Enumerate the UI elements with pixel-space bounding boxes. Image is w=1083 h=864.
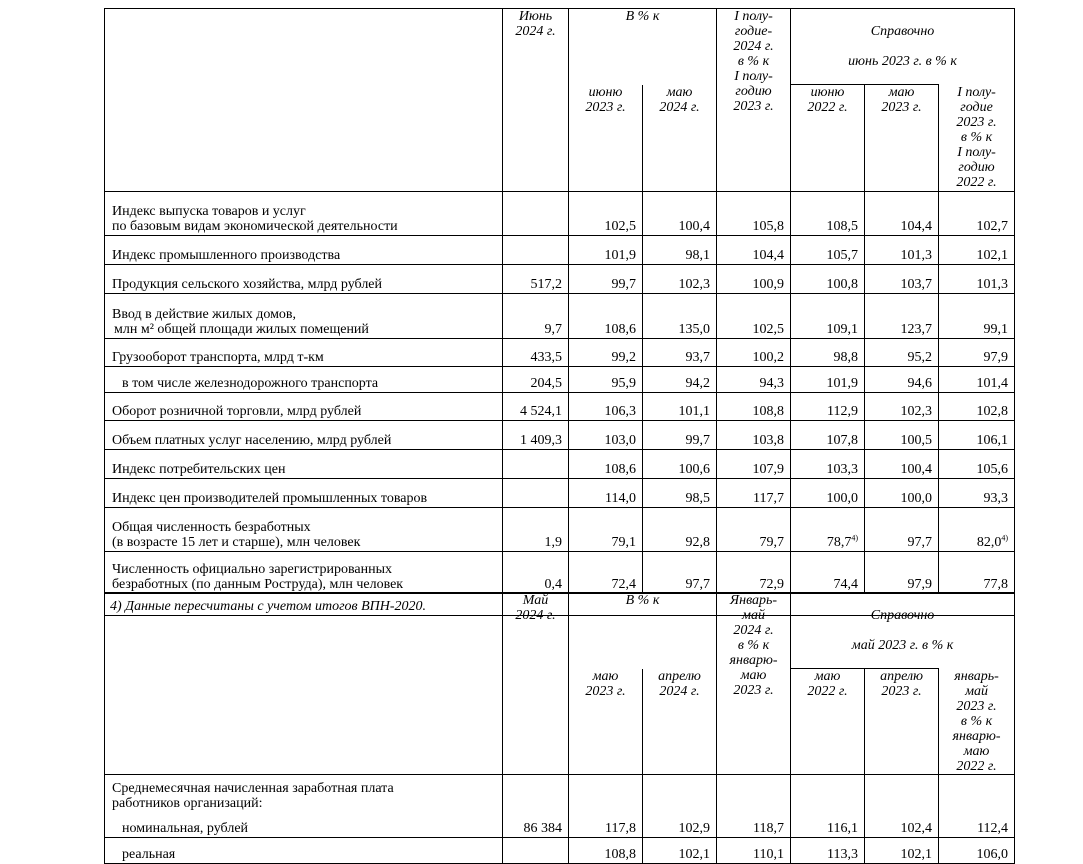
- table-row: [105, 479, 1015, 508]
- cell-value: 100,0: [865, 479, 939, 508]
- row-label: Индекс цен производителей промышленных товаров: [105, 479, 503, 508]
- cell-value: [503, 450, 569, 479]
- cell-value: 77,8: [939, 552, 1015, 594]
- row-label: Грузооборот транспорта, млрд т-км: [105, 339, 503, 367]
- table-row: [105, 552, 1015, 594]
- cell-value: [643, 774, 717, 812]
- cell-value: 105,7: [791, 236, 865, 265]
- cell-value: 110,1: [717, 837, 791, 863]
- cell-value: 100,9: [717, 265, 791, 294]
- table-row: [105, 265, 1015, 294]
- cell-value: 103,7: [865, 265, 939, 294]
- cell-value: 97,9: [939, 339, 1015, 367]
- cell-value: 517,2: [503, 265, 569, 294]
- header-ref-ytd: январь- май 2023 г. в % к январю- маю 2022 г.: [939, 669, 1015, 775]
- cell-value: 101,3: [939, 265, 1015, 294]
- cell-value: 74,4: [791, 552, 865, 594]
- header-prev-month: апрелю 2024 г.: [643, 669, 717, 775]
- row-label: Объем платных услуг населению, млрд рублей: [105, 421, 503, 450]
- cell-value: 100,0: [791, 479, 865, 508]
- row-label: Индекс промышленного производства: [105, 236, 503, 265]
- cell-value: 98,8: [791, 339, 865, 367]
- cell-value: 102,3: [643, 265, 717, 294]
- cell-value: 102,5: [717, 294, 791, 339]
- header-ref-prev-year: маю 2022 г.: [791, 669, 865, 775]
- cell-value: 105,6: [939, 450, 1015, 479]
- cell-value: 101,4: [939, 367, 1015, 393]
- cell-value: 102,1: [865, 837, 939, 863]
- cell-value: [503, 236, 569, 265]
- economic-indicators-table: [104, 8, 1015, 616]
- header-reference-title: Справочно: [870, 24, 935, 39]
- table-row: [105, 236, 1015, 265]
- row-label-line2: млн м² общей площади жилых помещений: [114, 322, 369, 337]
- header-indicator-name: [105, 593, 503, 775]
- cell-value: 101,9: [569, 236, 643, 265]
- table-row: [105, 421, 1015, 450]
- row-label: [105, 294, 503, 339]
- cell-value: 79,7: [717, 508, 791, 552]
- table-row: [105, 294, 1015, 339]
- header-prev-month: маю 2024 г.: [643, 85, 717, 192]
- cell-value: 107,9: [717, 450, 791, 479]
- cell-value: 0,4: [503, 552, 569, 594]
- cell-value: 98,5: [643, 479, 717, 508]
- row-label: Оборот розничной торговли, млрд рублей: [105, 393, 503, 421]
- cell-value: 112,4: [939, 812, 1015, 837]
- header-ytd: Январь- май 2024 г. в % к январю- маю 2023 г.: [717, 593, 791, 775]
- cell-value: 94,3: [717, 367, 791, 393]
- cell-value: [503, 479, 569, 508]
- header-group-reference: [791, 9, 1015, 85]
- cell-value: 108,8: [717, 393, 791, 421]
- table-row: [105, 837, 1015, 863]
- cell-value: 97,9: [865, 552, 939, 594]
- cell-value: 104,4: [865, 192, 939, 236]
- cell-value: 100,2: [717, 339, 791, 367]
- cell-value: 106,3: [569, 393, 643, 421]
- cell-value: 100,4: [643, 192, 717, 236]
- cell-value: [503, 774, 569, 812]
- cell-value: 117,7: [717, 479, 791, 508]
- cell-value: 99,7: [643, 421, 717, 450]
- cell-value: 86 384: [503, 812, 569, 837]
- cell-value: 93,7: [643, 339, 717, 367]
- header-reference-subtitle: май 2023 г. в % к: [851, 638, 954, 653]
- cell-value: 94,6: [865, 367, 939, 393]
- cell-value: 113,3: [791, 837, 865, 863]
- table-row: [105, 450, 1015, 479]
- cell-value: 1,9: [503, 508, 569, 552]
- cell-value: 102,5: [569, 192, 643, 236]
- cell-value: [791, 774, 865, 812]
- header-current-month: Май 2024 г.: [503, 593, 569, 775]
- cell-value: 108,5: [791, 192, 865, 236]
- cell-value: 106,0: [939, 837, 1015, 863]
- cell-value: 118,7: [717, 812, 791, 837]
- row-label: реальная: [105, 837, 503, 863]
- cell-value: 100,8: [791, 265, 865, 294]
- cell-value: 100,4: [865, 450, 939, 479]
- cell-value: 123,7: [865, 294, 939, 339]
- header-ref-half-year: I полу- годие 2023 г. в % к I полу- годию 2022 г.: [939, 85, 1015, 192]
- cell-value: 72,4: [569, 552, 643, 594]
- cell-value: 99,1: [939, 294, 1015, 339]
- cell-value: [865, 774, 939, 812]
- cell-value: 9,7: [503, 294, 569, 339]
- row-label: Численность официально зарегистрированных безработных (по данным Роструда), млн человек: [105, 552, 503, 594]
- cell-value: 102,4: [865, 812, 939, 837]
- row-label: номинальная, рублей: [105, 812, 503, 837]
- cell-value: 98,1: [643, 236, 717, 265]
- cell-value: 1 409,3: [503, 421, 569, 450]
- cell-value: [503, 192, 569, 236]
- cell-value: 114,0: [569, 479, 643, 508]
- cell-value: 135,0: [643, 294, 717, 339]
- cell-value: 103,8: [717, 421, 791, 450]
- header-half-year: I полу- годие- 2024 г. в % к I полу- годию 2023 г.: [717, 9, 791, 192]
- cell-value: 103,3: [791, 450, 865, 479]
- cell-value: 101,1: [643, 393, 717, 421]
- row-label-line1: Ввод в действие жилых домов,: [112, 307, 297, 322]
- cell-value: 92,8: [643, 508, 717, 552]
- cell-value: 97,7: [643, 552, 717, 594]
- cell-value: 108,8: [569, 837, 643, 863]
- row-label: Общая численность безработных (в возрасте 15 лет и старше), млн человек: [105, 508, 503, 552]
- cell-value: 117,8: [569, 812, 643, 837]
- row-label: Индекс потребительских цен: [105, 450, 503, 479]
- cell-value: 94,2: [643, 367, 717, 393]
- header-ref-prev-year: июню 2022 г.: [791, 85, 865, 192]
- cell-value: 102,7: [939, 192, 1015, 236]
- header-prev-year-month: июню 2023 г.: [569, 85, 643, 192]
- footnote-mark: 4): [851, 533, 859, 543]
- cell-value: 97,7: [865, 508, 939, 552]
- cell-value: 104,4: [717, 236, 791, 265]
- header-reference-title: Справочно: [870, 608, 935, 623]
- cell-value: 93,3: [939, 479, 1015, 508]
- row-label: в том числе железнодорожного транспорта: [105, 367, 503, 393]
- header-ref-prev-month: маю 2023 г.: [865, 85, 939, 192]
- cell-value: 102,1: [643, 837, 717, 863]
- cell-value: 106,1: [939, 421, 1015, 450]
- header-group-reference: [791, 593, 1015, 669]
- header-group-percent: В % к: [569, 593, 717, 669]
- cell-value: 99,2: [569, 339, 643, 367]
- header-prev-year-month: маю 2023 г.: [569, 669, 643, 775]
- row-label: Индекс выпуска товаров и услуг по базовым видам экономической деятельности: [105, 192, 503, 236]
- row-label: Среднемесячная начисленная заработная плата работников организаций:: [105, 774, 503, 812]
- cell-value: 4 524,1: [503, 393, 569, 421]
- cell-value: [791, 508, 865, 552]
- table-row: [105, 508, 1015, 552]
- cell-value: 102,8: [939, 393, 1015, 421]
- header-reference-subtitle: июнь 2023 г. в % к: [848, 54, 957, 69]
- table-row: [105, 192, 1015, 236]
- cell-value: [503, 837, 569, 863]
- cell-value: 100,5: [865, 421, 939, 450]
- header-indicator-name: [105, 9, 503, 192]
- table-row: [105, 367, 1015, 393]
- cell-value: 204,5: [503, 367, 569, 393]
- cell-value: 100,6: [643, 450, 717, 479]
- header-group-percent: В % к: [569, 9, 717, 85]
- cell-value: [717, 774, 791, 812]
- cell-value: 99,7: [569, 265, 643, 294]
- table-row: [105, 339, 1015, 367]
- cell-value: 79,1: [569, 508, 643, 552]
- cell-value: 108,6: [569, 294, 643, 339]
- cell-value: 101,9: [791, 367, 865, 393]
- cell-value: [569, 774, 643, 812]
- footnote-mark: 4): [1001, 533, 1009, 543]
- cell-value: 95,2: [865, 339, 939, 367]
- cell-value: 95,9: [569, 367, 643, 393]
- table-footnote: 4) Данные пересчитаны с учетом итогов ВПН-2020.: [105, 594, 1015, 616]
- row-label: Продукция сельского хозяйства, млрд рублей: [105, 265, 503, 294]
- cell-value: 107,8: [791, 421, 865, 450]
- cell-value: 105,8: [717, 192, 791, 236]
- cell-value: [939, 508, 1015, 552]
- cell-value: 433,5: [503, 339, 569, 367]
- cell-value: 109,1: [791, 294, 865, 339]
- cell-value: 102,9: [643, 812, 717, 837]
- cell-value: 103,0: [569, 421, 643, 450]
- cell-value: 72,9: [717, 552, 791, 594]
- cell-number: 78,7: [826, 535, 852, 550]
- table-row: [105, 812, 1015, 837]
- table-row: [105, 774, 1015, 812]
- cell-value: 112,9: [791, 393, 865, 421]
- cell-value: 108,6: [569, 450, 643, 479]
- cell-value: 102,1: [939, 236, 1015, 265]
- table-row: [105, 393, 1015, 421]
- wages-table: [104, 592, 1015, 864]
- cell-value: 116,1: [791, 812, 865, 837]
- header-current-month: Июнь 2024 г.: [503, 9, 569, 192]
- cell-value: [939, 774, 1015, 812]
- header-ref-prev-month: апрелю 2023 г.: [865, 669, 939, 775]
- cell-value: 102,3: [865, 393, 939, 421]
- cell-value: 101,3: [865, 236, 939, 265]
- cell-number: 82,0: [976, 535, 1002, 550]
